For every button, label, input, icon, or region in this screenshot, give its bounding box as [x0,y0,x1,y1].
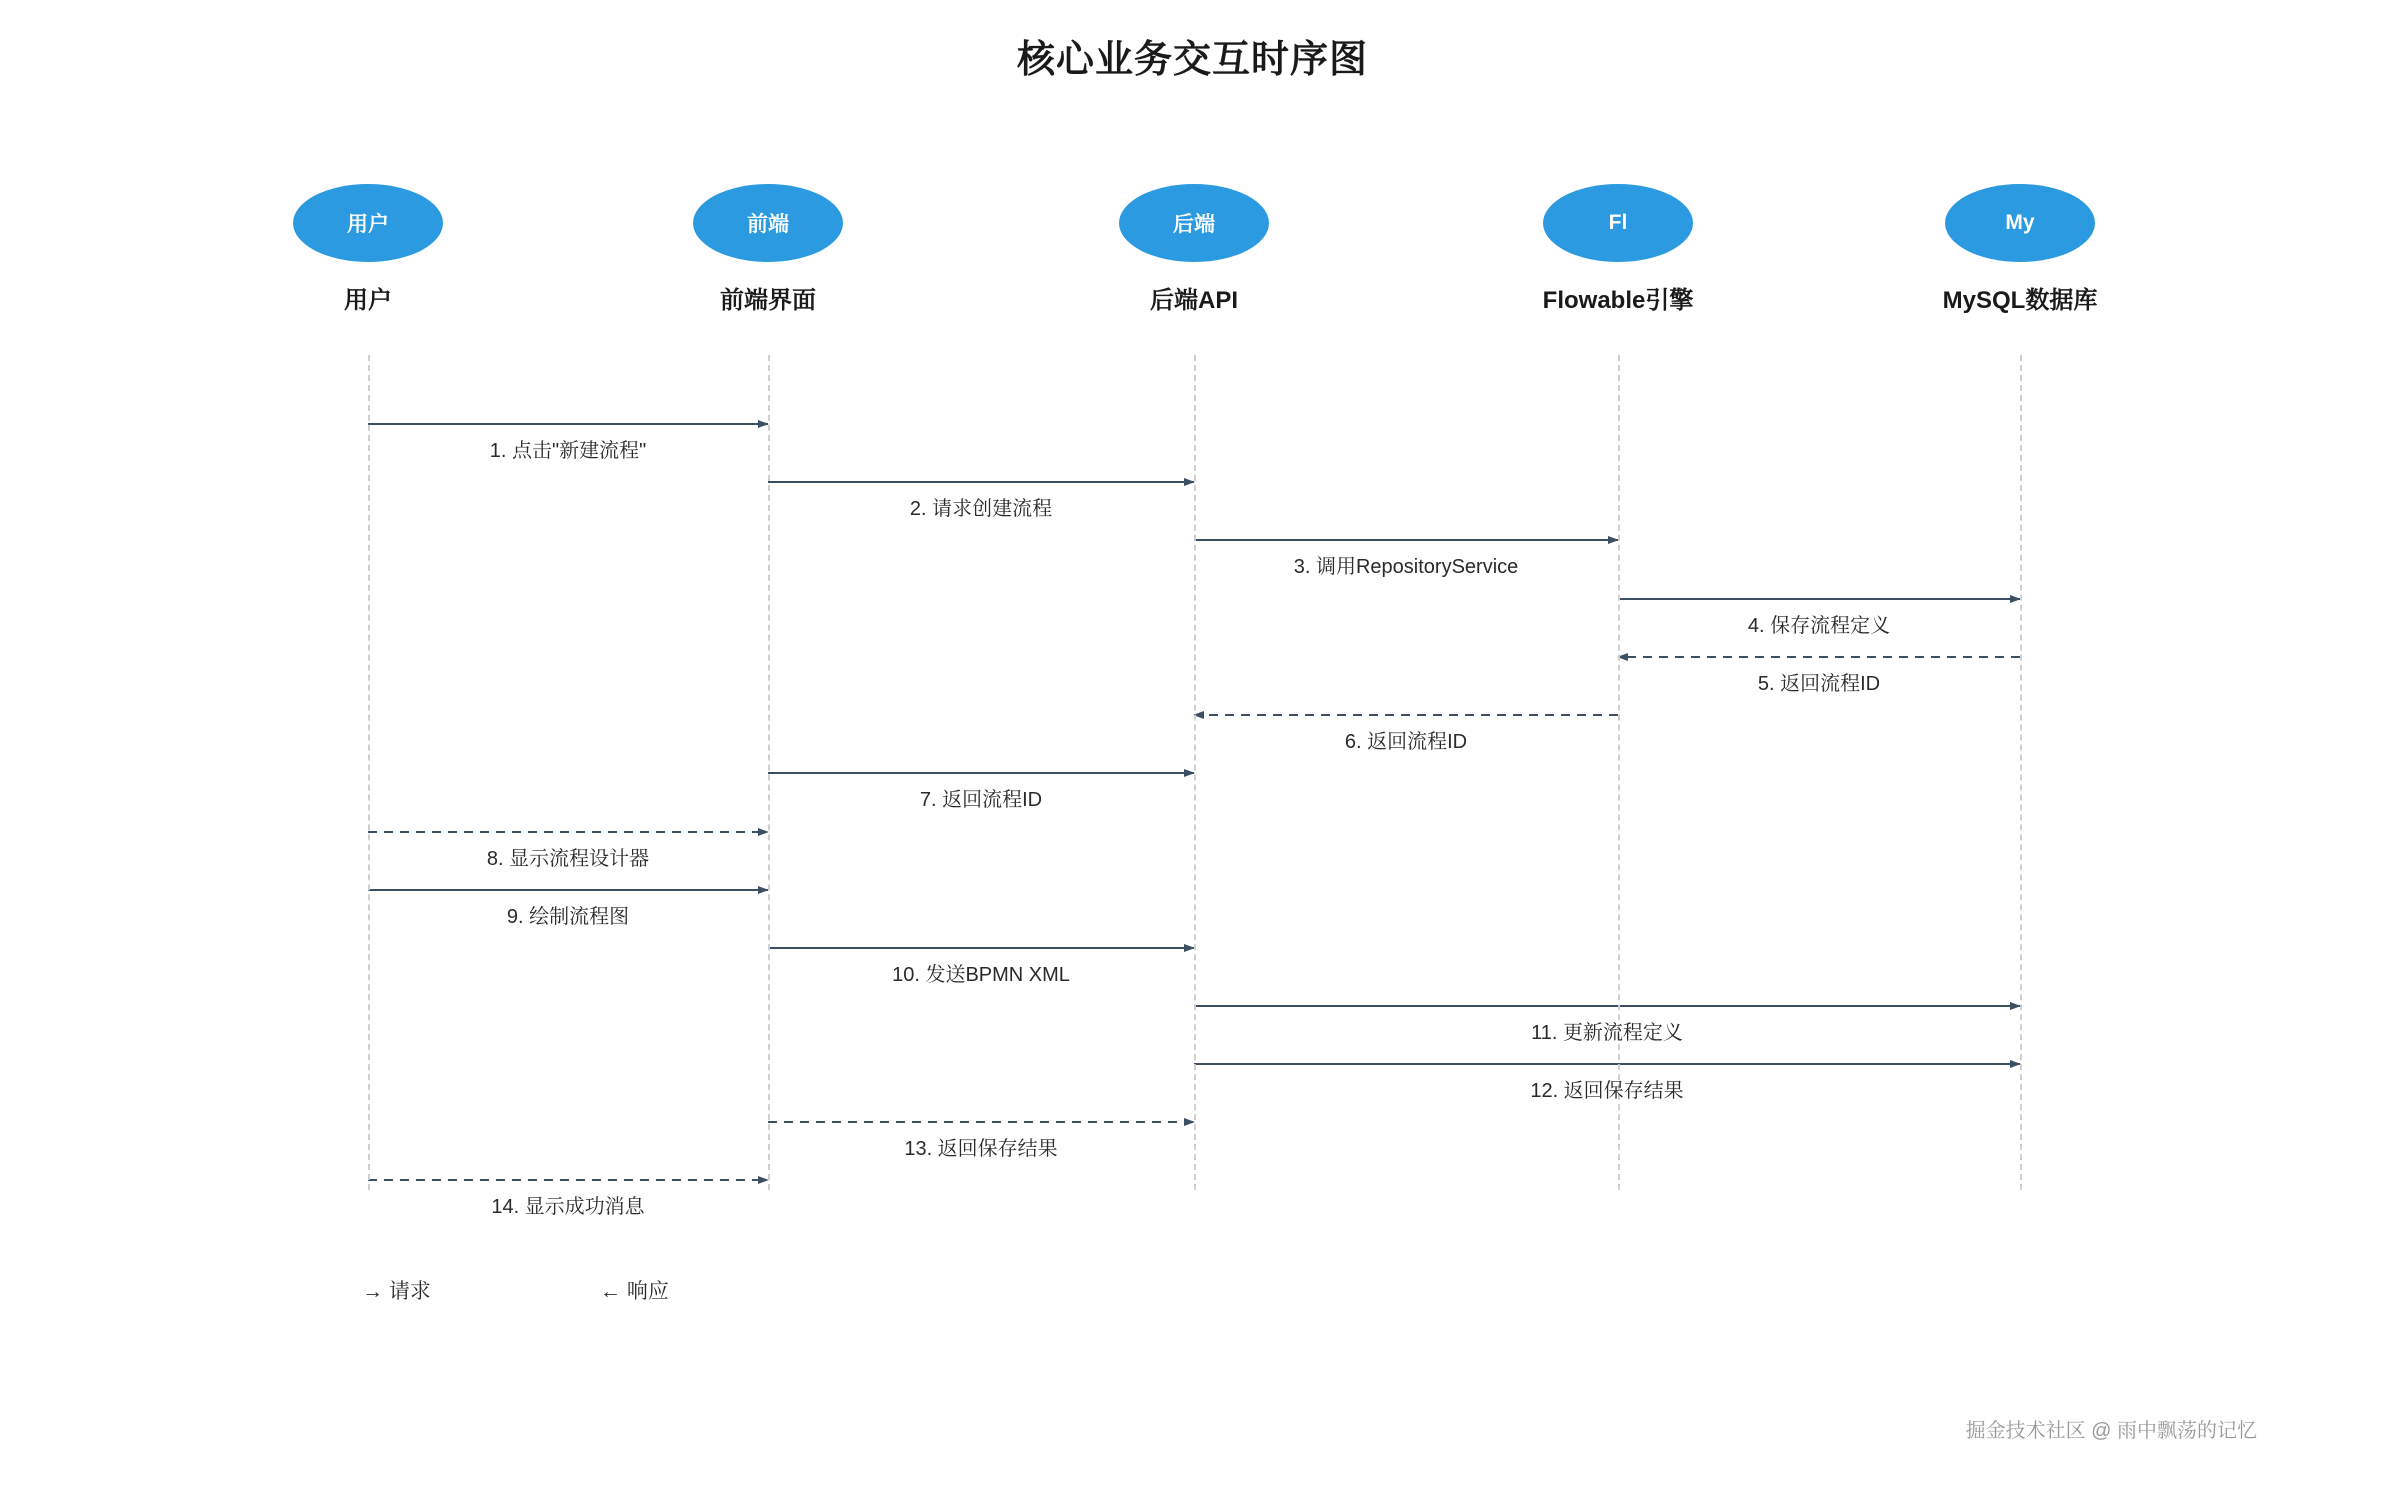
message-label-3: 3. 调用RepositoryService [1293,556,1519,578]
lifeline-0 [368,355,370,1190]
message-label-4: 4. 保存流程定义 [1747,615,1891,637]
watermark: 掘金技术社区 @ 雨中飘荡的记忆 [1965,1420,2257,1442]
message-label-1: 1. 点击"新建流程" [489,440,647,462]
message-label-8: 8. 显示流程设计器 [486,848,650,870]
legend-response: ← 响应 [600,1280,669,1303]
actor-head-2: 后端 [1119,184,1269,262]
message-label-7: 7. 返回流程ID [919,789,1043,811]
lifeline-1 [768,355,770,1190]
legend-request: → 请求 [362,1280,431,1303]
message-label-2: 2. 请求创建流程 [909,498,1053,520]
actor-head-0: 用户 [293,184,443,262]
actor-label-4: MySQL数据库 [1942,287,2098,314]
message-label-12: 12. 返回保存结果 [1530,1080,1684,1102]
message-label-10: 10. 发送BPMN XML [892,964,1070,986]
actor-label-1: 前端界面 [720,287,816,314]
lifeline-2 [1194,355,1196,1190]
actor-label-0: 用户 [344,287,392,314]
message-label-13: 13. 返回保存结果 [904,1138,1058,1160]
page-title: 核心业务交互时序图 [1016,39,1368,81]
message-label-9: 9. 绘制流程图 [506,906,630,928]
lifeline-3 [1618,355,1620,1190]
actor-head-3: Fl [1543,184,1693,262]
message-label-11: 11. 更新流程定义 [1531,1022,1683,1044]
actor-head-1: 前端 [693,184,843,262]
actor-label-2: 后端API [1149,287,1239,314]
lifeline-4 [2020,355,2022,1190]
actor-head-4: My [1945,184,2095,262]
actor-label-3: Flowable引擎 [1542,287,1694,314]
message-label-6: 6. 返回流程ID [1344,731,1468,753]
message-label-14: 14. 显示成功消息 [491,1196,645,1218]
message-label-5: 5. 返回流程ID [1757,673,1881,695]
